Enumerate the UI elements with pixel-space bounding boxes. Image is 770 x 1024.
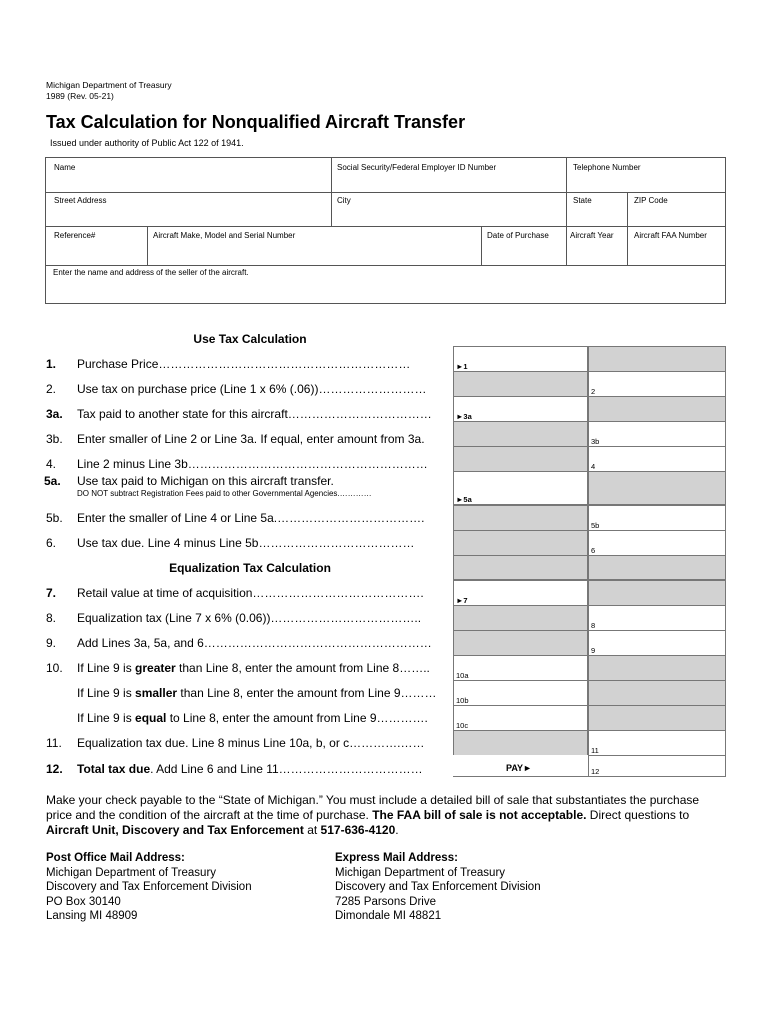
seller-label: Enter the name and address of the seller of the aircraft.: [53, 268, 249, 277]
line-3a-shaded: [588, 396, 726, 422]
line-number: 10.: [46, 661, 63, 675]
equalization-heading: Equalization Tax Calculation: [169, 561, 331, 575]
line-7-entry[interactable]: ►7: [453, 580, 588, 606]
express-mail-address: Express Mail Address: Michigan Department of Treasury Discovery and Tax Enforcement Division 7285 Parsons Drive Dimondale MI 48821: [335, 852, 541, 922]
line-10a-shaded: [588, 655, 726, 681]
line-4-entry[interactable]: 4: [588, 446, 726, 472]
line-number: 4.: [46, 457, 57, 471]
line-3b-shaded: [453, 421, 588, 447]
line-4-shaded: [453, 446, 588, 472]
line-3a-text: Tax paid to another state for this aircraft………………………………: [77, 407, 432, 421]
line-number: 9.: [46, 636, 57, 650]
line-7-shaded: [588, 580, 726, 606]
city-label: City: [337, 196, 351, 205]
aircraft-label: Aircraft Make, Model and Serial Number: [153, 231, 296, 240]
authority-note: Issued under authority of Public Act 122 of 1941.: [50, 138, 244, 148]
line-number: 1.: [46, 357, 57, 371]
line-11-text: Equalization tax due. Line 8 minus Line 10a, b, or c………….……: [77, 736, 425, 750]
line-number: 5a.: [44, 474, 61, 488]
line-1-shaded: [588, 346, 726, 372]
name-label: Name: [54, 163, 76, 172]
line-8-text: Equalization tax (Line 7 x 6% (0.06))………………………………..: [77, 611, 422, 625]
line-5b-text: Enter the smaller of Line 4 or Line 5a.……………………………….: [77, 511, 425, 525]
zip-label: ZIP Code: [634, 196, 668, 205]
street-label: Street Address: [54, 196, 107, 205]
line-12-entry[interactable]: 12: [588, 755, 726, 777]
line-3b-entry[interactable]: 3b: [588, 421, 726, 447]
phone-label: Telephone Number: [573, 163, 641, 172]
line-4-text: Line 2 minus Line 3b……………………………………………………: [77, 457, 428, 471]
ssn-label: Social Security/Federal Employer ID Number: [337, 163, 497, 172]
line-2-text: Use tax on purchase price (Line 1 x 6% (.06))………………………: [77, 382, 427, 396]
state-label: State: [573, 196, 592, 205]
line-number: 7.: [46, 586, 57, 600]
aircraft-year-label: Aircraft Year: [570, 231, 614, 240]
line-5a-shaded: [588, 471, 726, 505]
line-number: 8.: [46, 611, 57, 625]
line-10c-text: If Line 9 is equal to Line 8, enter the amount from Line 9………….: [77, 711, 428, 725]
form-number: 1989 (Rev. 05-21): [46, 91, 114, 101]
line-9-shaded: [453, 630, 588, 656]
line-7-text: Retail value at time of acquisition…………………………………….: [77, 586, 424, 600]
purchase-date-label: Date of Purchase: [487, 231, 549, 240]
use-tax-heading: Use Tax Calculation: [193, 332, 307, 346]
reference-label: Reference#: [54, 231, 96, 240]
form-title: Tax Calculation for Nonqualified Aircraft Transfer: [46, 112, 466, 132]
line-6-text: Use tax due. Line 4 minus Line 5b…………………………………: [77, 536, 415, 550]
agency-name: Michigan Department of Treasury: [46, 80, 172, 90]
equalization-header-shaded: [588, 555, 726, 580]
line-number: 3b.: [46, 432, 63, 446]
equalization-header-shaded: [453, 555, 588, 580]
line-1-entry[interactable]: ►1: [453, 346, 588, 372]
line-5a-entry[interactable]: ►5a: [453, 471, 588, 505]
line-number: 12.: [46, 762, 63, 776]
line-6-shaded: [453, 530, 588, 556]
line-number: 11.: [46, 736, 62, 750]
line-3b-text: Enter smaller of Line 2 or Line 3a. If equal, enter amount from 3a.: [77, 432, 425, 446]
line-9-text: Add Lines 3a, 5a, and 6…………………………………………………: [77, 636, 432, 650]
line-2-entry[interactable]: 2: [588, 371, 726, 397]
line-6-entry[interactable]: 6: [588, 530, 726, 556]
line-1-text: Purchase Price………………………………………………………: [77, 357, 411, 371]
line-10a-entry[interactable]: 10a: [453, 655, 588, 681]
line-number: 5b.: [46, 511, 63, 525]
line-9-entry[interactable]: 9: [588, 630, 726, 656]
pay-indicator: PAY►: [453, 755, 588, 777]
line-5a-note: DO NOT subtract Registration Fees paid to other Governmental Agencies.…………: [77, 489, 372, 498]
line-12-text: Total tax due. Add Line 6 and Line 11………………………………: [77, 762, 423, 776]
line-5b-entry[interactable]: 5b: [588, 505, 726, 531]
line-5b-shaded: [453, 505, 588, 531]
line-11-entry[interactable]: 11: [588, 730, 726, 756]
line-3a-entry[interactable]: ►3a: [453, 396, 588, 422]
post-office-address: Post Office Mail Address: Michigan Department of Treasury Discovery and Tax Enforcement Division PO Box 30140 Lansing MI 48909: [46, 852, 252, 922]
line-10b-text: If Line 9 is smaller than Line 8, enter the amount from Line 9………: [77, 686, 437, 700]
line-8-entry[interactable]: 8: [588, 605, 726, 631]
line-number: 2.: [46, 382, 57, 396]
line-10b-entry[interactable]: 10b: [453, 680, 588, 706]
line-8-shaded: [453, 605, 588, 631]
line-10c-entry[interactable]: 10c: [453, 705, 588, 731]
line-11-shaded: [453, 730, 588, 756]
line-10a-text: If Line 9 is greater than Line 8, enter the amount from Line 8……..: [77, 661, 430, 675]
line-number: 6.: [46, 536, 57, 550]
faa-number-label: Aircraft FAA Number: [634, 231, 707, 240]
line-number: 3a.: [46, 407, 63, 421]
line-10b-shaded: [588, 680, 726, 706]
line-5a-text: Use tax paid to Michigan on this aircraft transfer.: [77, 474, 334, 488]
line-10c-shaded: [588, 705, 726, 731]
line-2-shaded: [453, 371, 588, 397]
payment-instructions: Make your check payable to the “State of Michigan.” You must include a detailed bill of sale that substantiates the purchase price and the condition of the aircraft at the time of purchase. The FAA bill of sale is not acceptable. Direct questions to Aircraft Unit, Discovery and Tax Enforcement at 517-636-4120.: [46, 793, 700, 837]
